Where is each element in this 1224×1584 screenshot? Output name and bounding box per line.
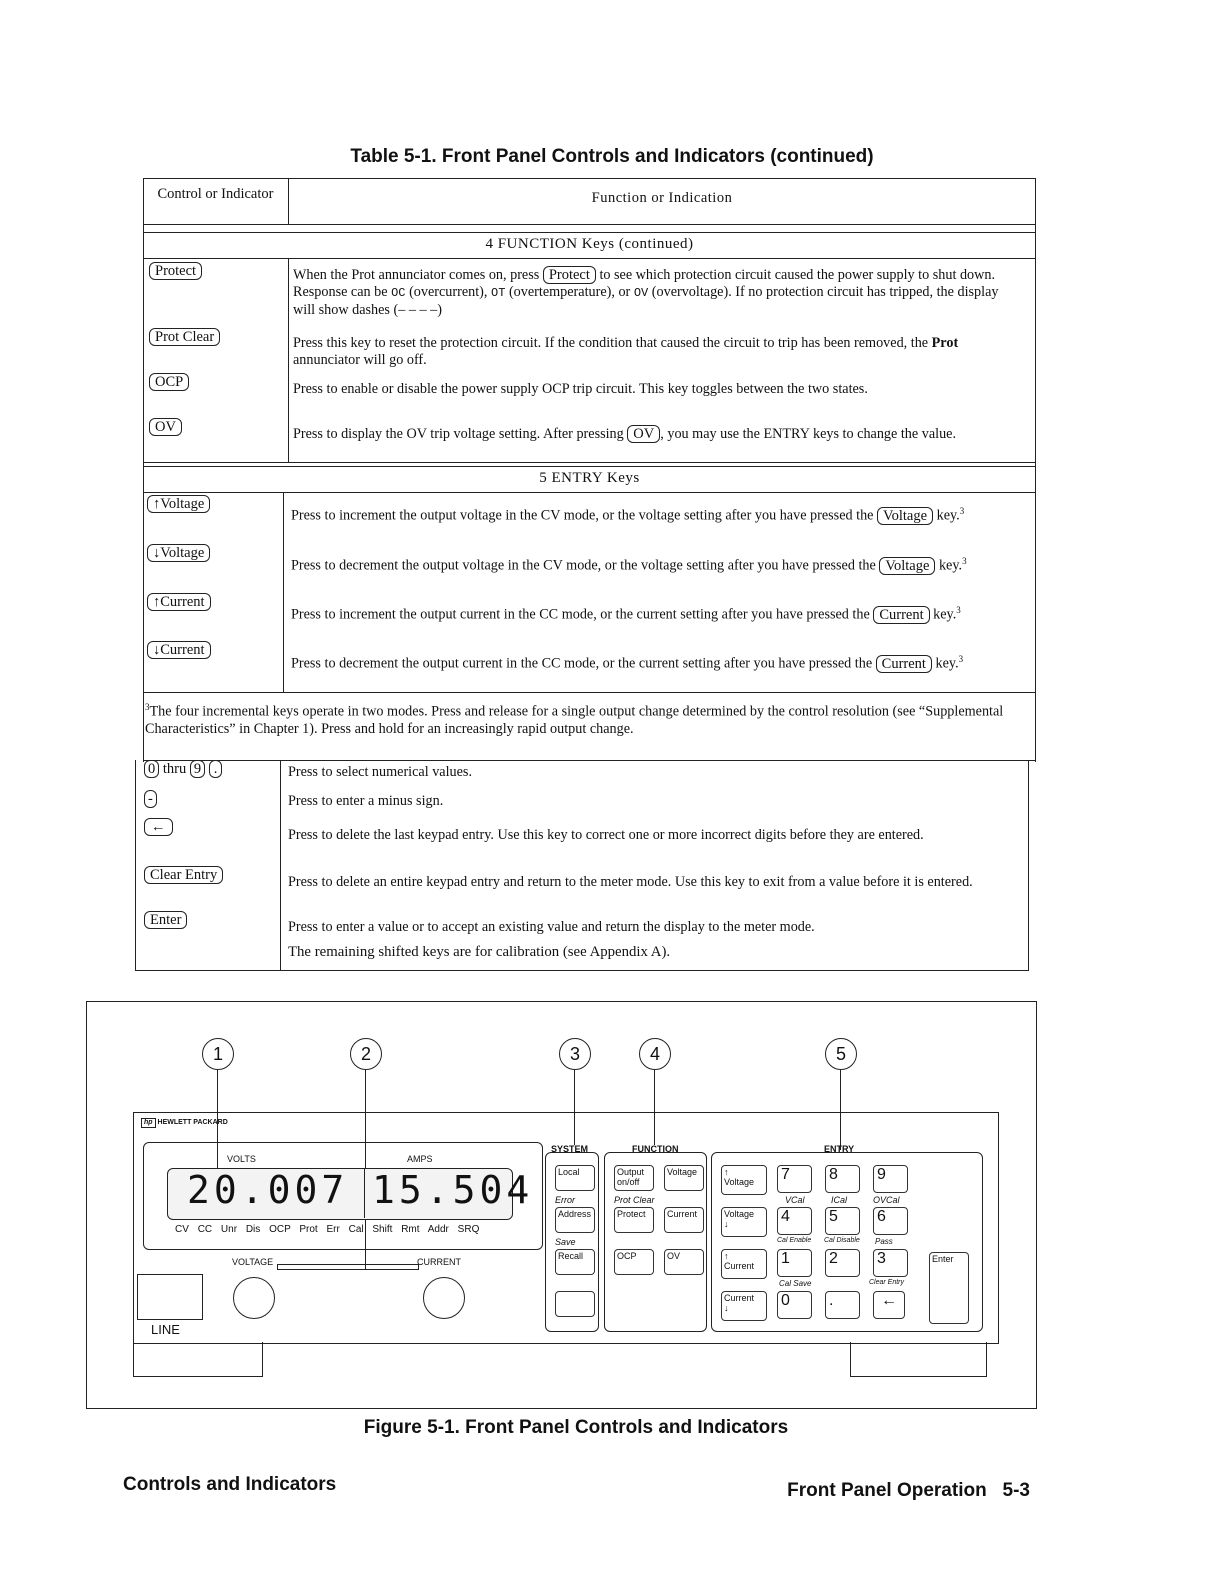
current-up-panel-key: ↑ Current bbox=[721, 1249, 767, 1279]
backspace-panel-key: ← bbox=[873, 1291, 905, 1319]
volts-display: 20.007 bbox=[187, 1168, 349, 1212]
backspace-description: Press to delete the last keypad entry. Use this key to correct one or more incorrect digits before they are entered. bbox=[288, 827, 924, 843]
recall-key: Recall bbox=[555, 1249, 595, 1275]
current-down-key: ↓Current bbox=[147, 641, 211, 659]
prot-clear-description: Press this key to reset the protection circuit. If the condition that caused the circuit to trip has been removed, the Prot annunciator will go off. bbox=[293, 335, 959, 368]
ical-label: ICal bbox=[831, 1195, 848, 1205]
minus-description: Press to enter a minus sign. bbox=[288, 793, 444, 809]
voltage-knob-label: VOLTAGE bbox=[232, 1257, 274, 1267]
enter-panel-key: Enter bbox=[929, 1252, 969, 1324]
voltage-down-key: ↓Voltage bbox=[147, 544, 210, 562]
left-foot bbox=[133, 1342, 263, 1377]
prot-clear-label: Prot Clear bbox=[614, 1195, 655, 1205]
remaining-note: The remaining shifted keys are for calibration (see Appendix A). bbox=[288, 944, 671, 960]
table-title: Table 5-1. Front Panel Controls and Indicators (continued) bbox=[350, 146, 874, 167]
line-label: LINE bbox=[151, 1322, 180, 1337]
protect-description: When the Prot annunciator comes on, press Protect to see which protection circuit caused the power supply to shut down. Response can be OC (overcurrent), OT (overtemperature), or OV (overvoltage). If no protection circuit has tripped, the display will show dashes (– – – –) bbox=[293, 267, 999, 318]
volts-label: VOLTS bbox=[227, 1154, 256, 1164]
voltage-up-description: Press to increment the output voltage in the CV mode, or the voltage setting after you have pressed the Voltage key.$^3$ bbox=[291, 506, 965, 524]
key-decimal: . bbox=[825, 1291, 860, 1319]
ocp-description: Press to enable or disable the power supply OCP trip circuit. This key toggles between the two states. bbox=[293, 381, 868, 397]
cal-disable-label: Cal Disable bbox=[824, 1237, 860, 1244]
figure-caption: Figure 5-1. Front Panel Controls and Indicators bbox=[363, 1417, 789, 1438]
annunciators: CV CC Unr Dis OCP Prot Err Cal Shift Rmt Addr SRQ bbox=[175, 1224, 480, 1235]
error-label: Error bbox=[555, 1195, 575, 1205]
col1-header: Control or Indicator bbox=[157, 186, 274, 202]
address-key: Address bbox=[555, 1207, 595, 1233]
footer-right: Front Panel Operation 5-3 bbox=[787, 1480, 1030, 1501]
ovcal-label: OVCal bbox=[873, 1195, 900, 1205]
line-switch bbox=[137, 1274, 203, 1320]
controls-table bbox=[143, 178, 1036, 971]
save-label: Save bbox=[555, 1237, 576, 1247]
callout-1: 1 bbox=[202, 1038, 234, 1070]
key-7: 7 bbox=[777, 1165, 812, 1193]
key-6: 6 bbox=[873, 1207, 908, 1235]
clear-entry-label: Clear Entry bbox=[869, 1279, 905, 1286]
pass-label: Pass bbox=[875, 1237, 893, 1246]
right-foot bbox=[850, 1342, 987, 1377]
voltage-knob bbox=[233, 1277, 275, 1319]
output-key: Output on/off bbox=[614, 1165, 654, 1191]
amps-display: 15.504 bbox=[372, 1168, 534, 1212]
callout-2: 2 bbox=[350, 1038, 382, 1070]
protect-fn-key: Protect bbox=[614, 1207, 654, 1233]
minus-key: - bbox=[144, 790, 157, 808]
clear-entry-key: Clear Entry bbox=[144, 866, 223, 884]
key-4: 4 bbox=[777, 1207, 812, 1235]
local-key: Local bbox=[555, 1165, 595, 1191]
current-up-description: Press to increment the output current in the CC mode, or the current setting after you have pressed the Current key.$^3$ bbox=[291, 605, 961, 623]
ocp-fn-key: OCP bbox=[614, 1249, 654, 1275]
voltage-up-key: ↑Voltage bbox=[147, 495, 210, 513]
digit-keys: 0 thru 9 . bbox=[144, 760, 222, 778]
current-knob bbox=[423, 1277, 465, 1319]
current-fn-key: Current bbox=[664, 1207, 704, 1233]
backspace-key: ← bbox=[144, 818, 173, 836]
voltage-fn-key: Voltage bbox=[664, 1165, 704, 1191]
current-down-panel-key: Current ↓ bbox=[721, 1291, 767, 1321]
section-5-title: 5 ENTRY Keys bbox=[539, 470, 640, 486]
current-down-description: Press to decrement the output current in the CC mode, or the current setting after you have pressed the Current key.$^3$ bbox=[291, 654, 964, 672]
key-9: 9 bbox=[873, 1165, 908, 1193]
key-5: 5 bbox=[825, 1207, 860, 1235]
key-8: 8 bbox=[825, 1165, 860, 1193]
vcal-label: VCal bbox=[785, 1195, 805, 1205]
key-3: 3 bbox=[873, 1249, 908, 1277]
blank-key bbox=[555, 1291, 595, 1317]
amps-label: AMPS bbox=[407, 1154, 433, 1164]
prot-clear-key: Prot Clear bbox=[149, 328, 220, 346]
current-knob-label: CURRENT bbox=[417, 1257, 461, 1267]
callout-5: 5 bbox=[825, 1038, 857, 1070]
current-up-key: ↑Current bbox=[147, 593, 211, 611]
key-1: 1 bbox=[777, 1249, 812, 1277]
section-4-title: 4 FUNCTION Keys (continued) bbox=[485, 236, 694, 252]
col2-header: Function or Indication bbox=[591, 190, 733, 206]
protect-key: Protect bbox=[149, 262, 202, 280]
footnote: $^3$The four incremental keys operate in two modes. Press and release for a single output change determined by the control resolution (see “Supplemental Characteristics” in Chapter 1). Press and hold for an increasingly rapid output change. bbox=[145, 702, 1004, 737]
voltage-down-description: Press to decrement the output voltage in the CV mode, or the voltage setting after you have pressed the Voltage key.$^3$ bbox=[291, 556, 967, 574]
cal-save-label: Cal Save bbox=[779, 1279, 812, 1288]
front-panel-figure bbox=[86, 1001, 1037, 1409]
key-0: 0 bbox=[777, 1291, 812, 1319]
clear-entry-description: Press to delete an entire keypad entry and return to the meter mode. Use this key to exit from a value before it is entered. bbox=[288, 874, 973, 890]
key-2: 2 bbox=[825, 1249, 860, 1277]
function-label: FUNCTION bbox=[632, 1144, 679, 1154]
system-label: SYSTEM bbox=[551, 1144, 589, 1154]
enter-key: Enter bbox=[144, 911, 187, 929]
digit-description: Press to select numerical values. bbox=[288, 764, 472, 780]
voltage-up-panel-key: ↑ Voltage bbox=[721, 1165, 767, 1195]
ov-description: Press to display the OV trip voltage setting. After pressing OV , you may use the ENTRY keys to change the value. bbox=[293, 426, 957, 442]
cal-enable-label: Cal Enable bbox=[777, 1237, 812, 1244]
ov-key: OV bbox=[149, 418, 182, 436]
enter-description: Press to enter a value or to accept an existing value and return the display to the meter mode. bbox=[288, 919, 815, 935]
hp-logo: hp HEWLETT PACKARD bbox=[141, 1118, 228, 1128]
entry-label: ENTRY bbox=[824, 1144, 855, 1154]
callout-4: 4 bbox=[639, 1038, 671, 1070]
footer-left: Controls and Indicators bbox=[123, 1474, 337, 1495]
callout-3: 3 bbox=[559, 1038, 591, 1070]
voltage-down-panel-key: Voltage ↓ bbox=[721, 1207, 767, 1237]
ov-fn-key: OV bbox=[664, 1249, 704, 1275]
ocp-key: OCP bbox=[149, 373, 189, 391]
